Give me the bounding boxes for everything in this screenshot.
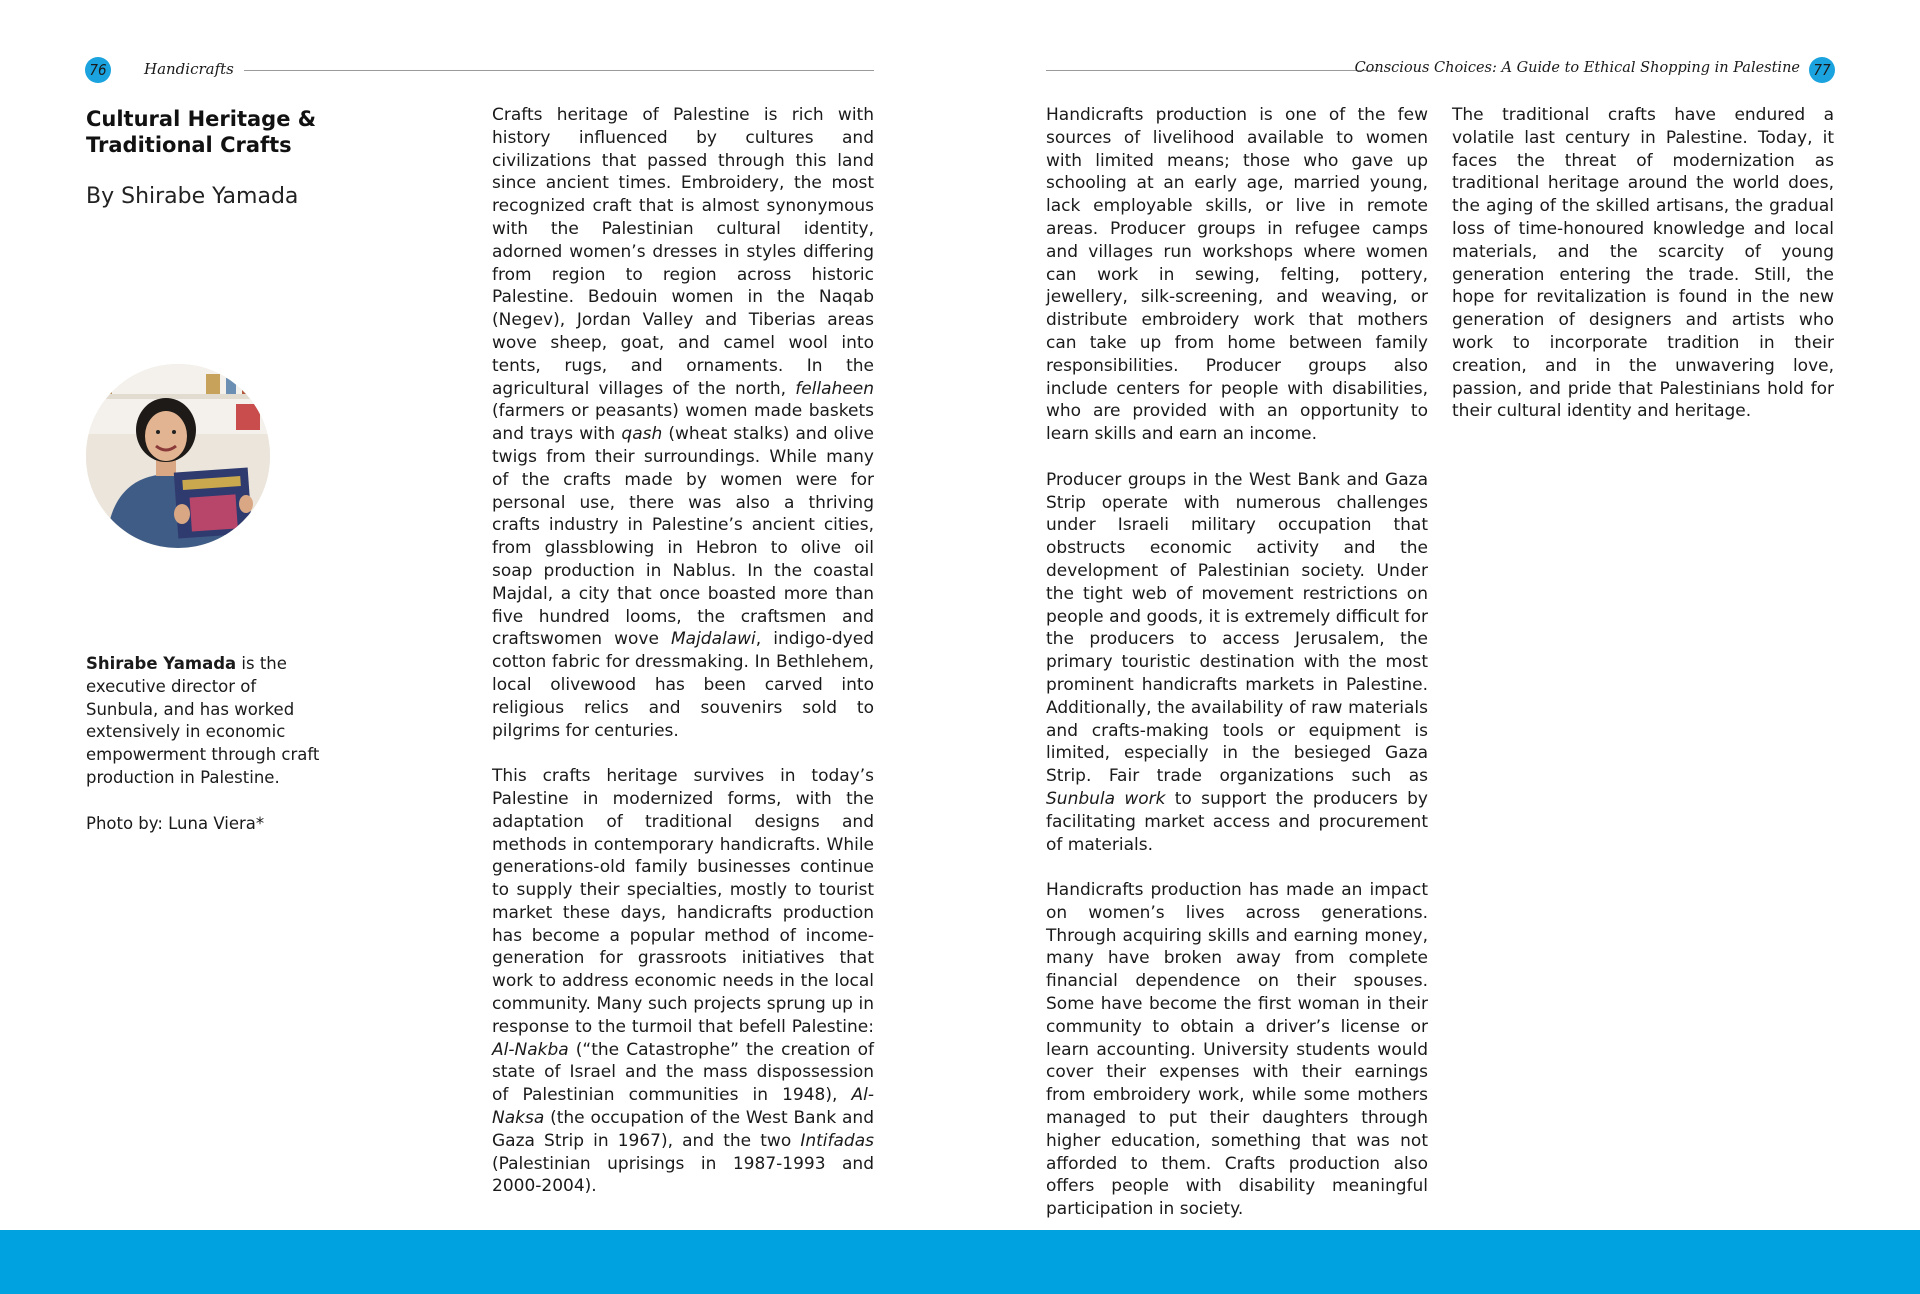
italic-term: Al-Naksa: [492, 1085, 874, 1129]
bottom-accent-band: [0, 1230, 1920, 1294]
title-line-1: Cultural Heritage &: [86, 107, 317, 131]
photo-credit: Photo by: Luna Viera*: [86, 814, 265, 833]
running-head-left: Handicrafts: [144, 60, 234, 78]
text-run: , indigo-dyed cotton fabric for dressmaking. In Bethlehem, local olivewood has been carved into religious relics and souvenirs sold to pilgrims for centuries.: [492, 629, 874, 741]
italic-term: fellaheen: [795, 378, 874, 399]
article-title: [86, 106, 316, 158]
italic-term: Sunbula work: [1046, 788, 1166, 809]
body-column-right-page-1: [1046, 104, 1428, 1244]
text-run: Handicrafts production has made an impact on women’s lives across generations. Through acquiring skills and earning money, many have broken away from complete financial dependence on their spouses. Some have become the first woman in their community to obtain a driver’s license or learn accounting. University students would cover their expenses with their earnings from embroidery work, while some mothers managed to put their daughters through higher education, something that was not afforded to them. Crafts production also offers people with disability meaningful participation in society.: [1046, 880, 1428, 1220]
body-paragraph: [1046, 879, 1428, 1221]
bio-text: is the executive director of Sunbula, and has worked extensively in economic empowerment through craft production in Palestine.: [86, 654, 320, 787]
italic-term: Majdalawi: [670, 629, 756, 650]
body-paragraph: [1046, 469, 1428, 857]
text-run: (farmers or peasants) women made baskets and trays with: [492, 401, 874, 445]
body-paragraph: [492, 104, 874, 742]
body-column-left-page: [492, 104, 874, 1221]
text-run: Handicrafts production is one of the few sources of livelihood available to women with limited means; those who gave up schooling at an early age, married young, lack employable skills, or live in remote areas. Producer groups in refugee camps and villages run workshops where women can work in sewing, felting, pottery, jewellery, silk-screening, and weaving, or distribute embroidery work that mothers can take up from home between family responsibilities. Producer groups also include centers for people with disabilities, who are provided with an opportunity to learn skills and earn an income.: [1046, 105, 1428, 445]
text-run: Crafts heritage of Palestine is rich with history influenced by cultures and civilizations that passed through this land since ancient times. Embroidery, the most recognized craft that is almost synonymous with the Palestinian cultural identity, adorned women’s dresses in styles differing from region to region across historic Palestine. Bedouin women in the Naqab (Negev), Jordan Valley and Tiberias areas wove sheep, goat, and camel wool into tents, rugs, and ornaments. In the agricultural villages of the north,: [492, 105, 874, 399]
body-paragraph: [1452, 104, 1834, 423]
byline: By Shirabe Yamada: [86, 184, 299, 209]
text-run: Producer groups in the West Bank and Gaza Strip operate with numerous challenges under Israeli military occupation that obstructs economic activity and the development of Palestinian society. Under the tight web of movement restrictions on people and goods, it is extremely difficult for the producers to access Jerusalem, the primary touristic destination with the most prominent handicrafts markets in Palestine. Additionally, the availability of raw materials and crafts-making tools or equipment is limited, especially in the besieged Gaza Strip. Fair trade organizations such as: [1046, 469, 1428, 787]
body-paragraph: [492, 765, 874, 1198]
body-paragraph: [1046, 104, 1428, 446]
running-head-right: Conscious Choices: A Guide to Ethical Shopping in Palestine: [1354, 60, 1800, 76]
italic-term: Intifadas: [800, 1130, 874, 1151]
header-rule-right: [1046, 70, 1379, 71]
title-line-2: Traditional Crafts: [86, 133, 292, 157]
text-run: (the occupation of the West Bank and Gaza Strip in 1967), and the two: [492, 1108, 874, 1151]
text-run: (Palestinian uprisings in 1987-1993 and 2000-2004).: [492, 1153, 874, 1197]
text-run: (wheat stalks) and olive twigs from their surroundings. While many of the crafts made by women were for personal use, there was also a thriving crafts industry in Palestine’s ancient cities, from glassblowing in Hebron to olive oil soap production in Nablus. In the coastal Majdal, a city that once boasted more than five hundred looms, the craftsmen and craftswomen wove: [492, 424, 874, 650]
author-photo: [86, 364, 270, 548]
italic-term: Al-Nakba: [492, 1039, 569, 1060]
author-portrait-illustration: [86, 364, 270, 548]
bio-author-name: Shirabe Yamada: [86, 654, 237, 673]
author-bio: [86, 653, 322, 790]
page-number-right: 77: [1809, 57, 1835, 83]
text-run: (“the Catastrophe” the creation of state of Israel and the mass dispossession of Palestinian communities in 1948),: [492, 1039, 874, 1106]
italic-term: qash: [621, 424, 663, 445]
page-number-left: 76: [85, 57, 111, 83]
header-rule-left: [244, 70, 874, 71]
text-run: to support the producers by facilitating market access and procurement of materials.: [1046, 788, 1428, 855]
text-run: The traditional crafts have endured a volatile last century in Palestine. Today, it faces the threat of modernization as traditional heritage around the world does, the aging of the skilled artisans, the gradual loss of time-honoured knowledge and local materials, and the scarcity of young generation entering the trade. Still, the hope for revitalization is found in the new generation of designers and artists who work to incorporate tradition in their creation, and in the unwavering love, passion, and pride that Palestinians hold for their cultural identity and heritage.: [1452, 105, 1834, 422]
body-column-right-page-2: [1452, 104, 1834, 446]
text-run: This crafts heritage survives in today’s Palestine in modernized forms, with the adaptation of traditional designs and methods in contemporary handicrafts. While generations-old family businesses continue to supply their specialties, mostly to tourist market these days, handicrafts production has become a popular method of income-generation for grassroots initiatives that work to address economic needs in the local community. Many such projects sprung up in response to the turmoil that befell Palestine:: [492, 766, 874, 1037]
